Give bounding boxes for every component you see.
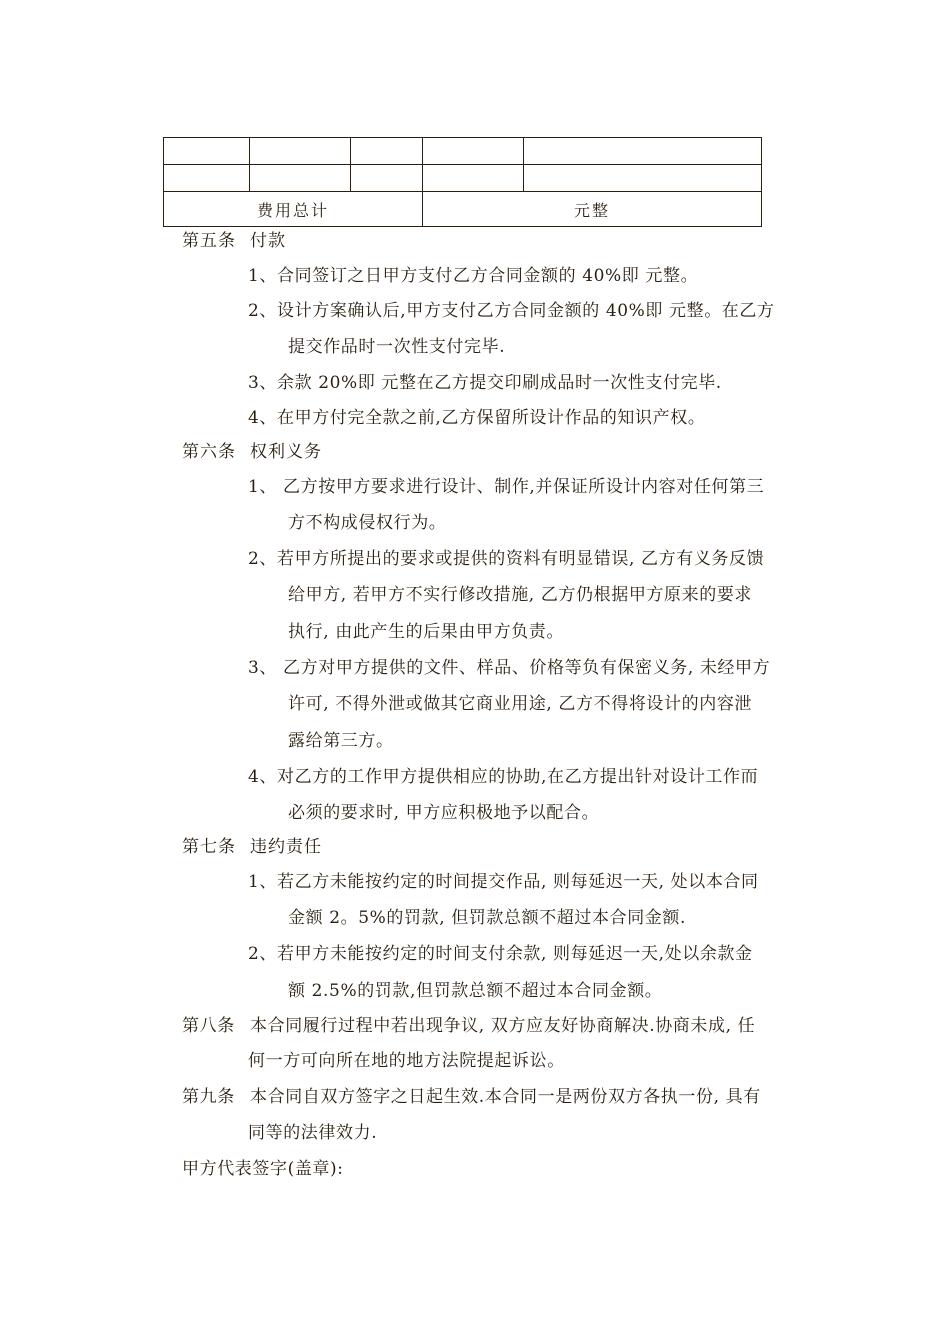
section-label: 第七条 [182, 837, 236, 857]
table-cell [164, 165, 250, 192]
table-cell [250, 138, 351, 165]
section-9-line [182, 1086, 761, 1108]
clause-line: 同等的法律效力. [248, 1123, 378, 1143]
table-row [164, 138, 762, 165]
clause-line: 1、 乙方按甲方要求进行设计、制作,并保证所设计内容对任何第三 [248, 477, 765, 497]
table-cell [351, 165, 423, 192]
section-7-heading [182, 836, 322, 858]
clause-line: 必须的要求时, 甲方应积极地予以配合。 [288, 803, 600, 823]
table-cell [524, 165, 762, 192]
clause-line: 1、若乙方未能按约定的时间提交作品, 则每延迟一天, 处以本合同 [248, 872, 759, 892]
section-label: 第八条 [182, 1016, 235, 1036]
table-cell [524, 138, 762, 165]
fee-table [163, 137, 762, 227]
clause-line: 1、合同签订之日甲方支付乙方合同金额的 40%即 元整。 [248, 266, 699, 286]
table-cell [164, 138, 250, 165]
clause-line: 2、设计方案确认后,甲方支付乙方合同金额的 40%即 元整。在乙方 [248, 301, 775, 321]
clause-line: 方不构成侵权行为。 [288, 513, 447, 533]
table-cell [423, 138, 524, 165]
clause-line: 4、对乙方的工作甲方提供相应的协助,在乙方提出针对设计工作而 [248, 767, 759, 787]
clause-line: 给甲方, 若甲方不实行修改措施, 乙方仍根据甲方原来的要求 [288, 585, 753, 605]
clause-line: 4、在甲方付完全款之前,乙方保留所设计作品的知识产权。 [248, 408, 706, 428]
section-6-heading [182, 441, 322, 463]
table-row [164, 165, 762, 192]
total-value: 元整 [423, 192, 762, 227]
clause-line: 执行, 由此产生的后果由甲方负责。 [288, 622, 565, 642]
clause-line: 额 2.5%的罚款,但罚款总额不超过本合同金额。 [288, 981, 663, 1001]
section-8-line [182, 1015, 755, 1037]
clause-line: 何一方可向所在地的地方法院提起诉讼。 [248, 1051, 565, 1071]
section-title: 付款 [250, 231, 286, 251]
total-label: 费用总计 [164, 192, 423, 227]
clause-line: 2、若甲方所提出的要求或提供的资料有明显错误, 乙方有义务反馈 [248, 549, 765, 569]
table-cell [423, 165, 524, 192]
clause-line: 许可, 不得外泄或做其它商业用途, 乙方不得将设计的内容泄 [288, 694, 753, 714]
clause-line: 2、若甲方未能按约定的时间支付余款, 则每延迟一天,处以余款金 [248, 944, 753, 964]
clause-line: 3、余款 20%即 元整在乙方提交印刷成品时一次性支付完毕. [248, 373, 722, 393]
clause-line: 提交作品时一次性支付完毕. [288, 337, 506, 357]
clause-line: 金额 2。5%的罚款, 但罚款总额不超过本合同金额. [288, 908, 686, 928]
total-row [164, 192, 762, 227]
table-cell [351, 138, 423, 165]
section-label: 第六条 [182, 442, 236, 462]
clause-line: 露给第三方。 [288, 731, 394, 751]
party-a-signature-label: 甲方代表签字(盖章): [182, 1159, 344, 1179]
section-title: 权利义务 [250, 442, 322, 462]
section-title: 违约责任 [250, 837, 322, 857]
section-label: 第五条 [182, 231, 236, 251]
section-label: 第九条 [182, 1087, 235, 1107]
section-text: 本合同自双方签字之日起生效.本合同一是两份双方各执一份, 具有 [250, 1087, 761, 1107]
table-cell [250, 165, 351, 192]
clause-line: 3、 乙方对甲方提供的文件、样品、价格等负有保密义务, 未经甲方 [248, 658, 771, 678]
section-5-heading [182, 230, 286, 252]
section-text: 本合同履行过程中若出现争议, 双方应友好协商解决.协商未成, 任 [250, 1016, 756, 1036]
